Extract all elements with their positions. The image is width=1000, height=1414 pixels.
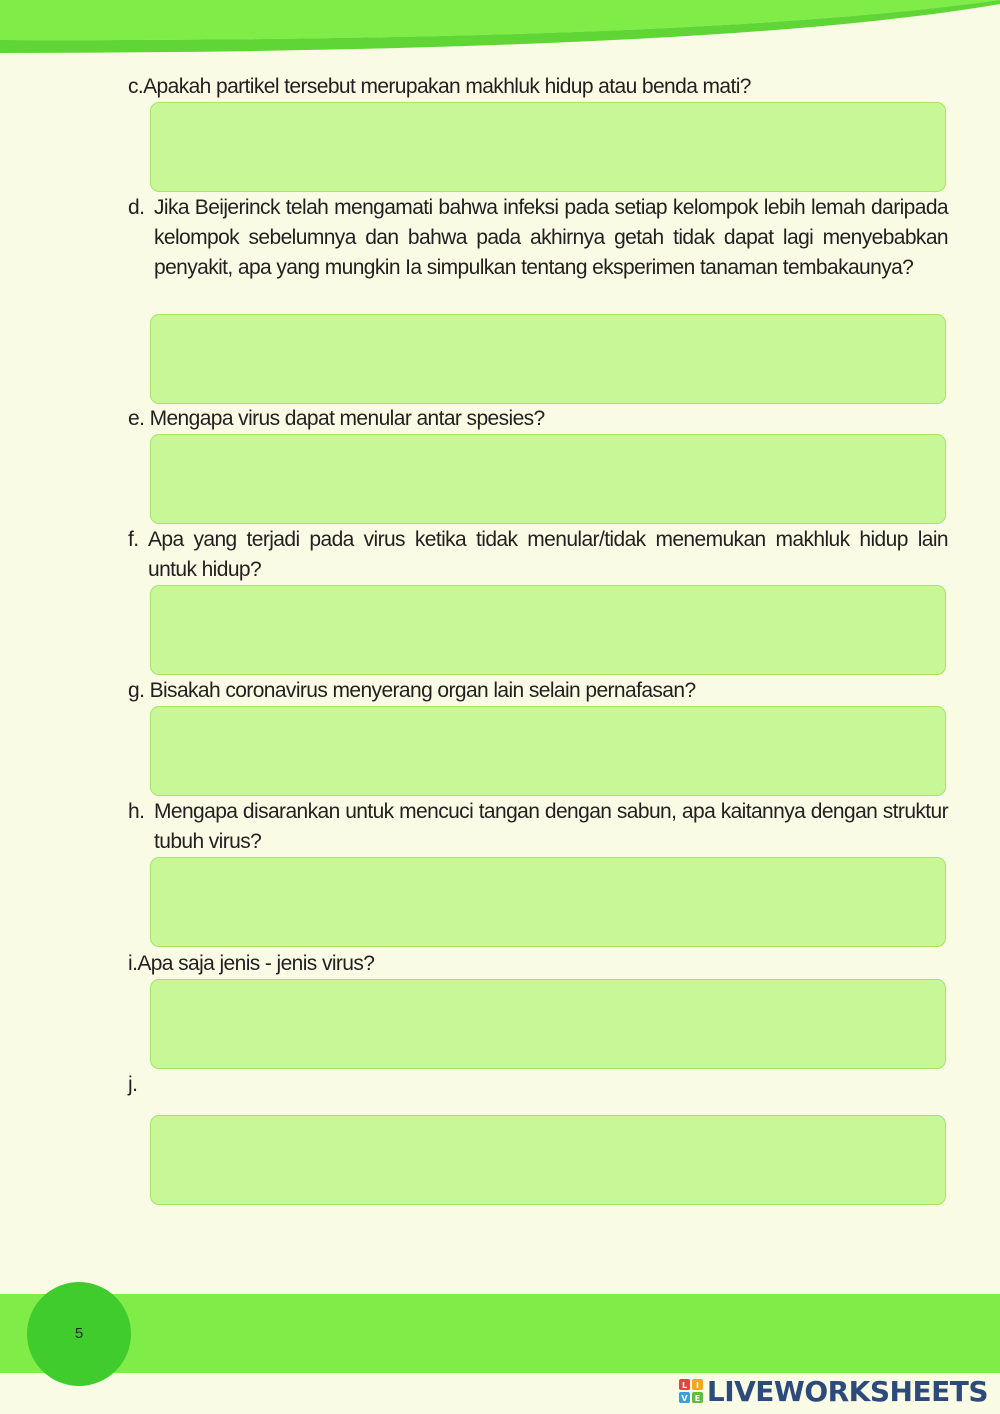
- answer-box-e[interactable]: [150, 434, 946, 524]
- question-d: [128, 193, 948, 283]
- answer-box-g[interactable]: [150, 706, 946, 796]
- brand-name: LIVEWORKSHEETS: [706, 1374, 988, 1408]
- liveworksheets-brand: [679, 1374, 988, 1408]
- question-h: [128, 797, 948, 857]
- question-g: [128, 676, 948, 706]
- question-text: Apa yang terjadi pada virus ketika tidak menular/tidak menemukan makhluk hidup lain untuk hidup?: [148, 528, 948, 581]
- logo-letter: L: [681, 1381, 687, 1390]
- question-marker: j.: [128, 1073, 138, 1096]
- question-i: [128, 949, 948, 979]
- question-j: [128, 1070, 948, 1100]
- answer-box-j[interactable]: [150, 1115, 946, 1205]
- question-marker: f.: [128, 528, 139, 551]
- answer-box-f[interactable]: [150, 585, 946, 675]
- footer-band: [0, 1294, 1000, 1373]
- question-text: Apakah partikel tersebut merupakan makhluk hidup atau benda mati?: [143, 75, 751, 98]
- question-marker: g.: [128, 679, 145, 702]
- question-marker: e.: [128, 407, 145, 430]
- question-text: Jika Beijerinck telah mengamati bahwa infeksi pada setiap kelompok lebih lemah daripada kelompok sebelumnya dan bahwa pada akhirnya getah tidak dapat lagi menyebabkan penyakit, apa yang mungkin Ia simpulkan tentang eksperimen tanaman tembakaunya?: [154, 196, 948, 279]
- question-c: [128, 72, 948, 102]
- header-wave: [0, 0, 1000, 60]
- question-text: Bisakah coronavirus menyerang organ lain selain pernafasan?: [149, 679, 696, 702]
- question-f: [128, 525, 948, 585]
- answer-box-i[interactable]: [150, 979, 946, 1069]
- question-e: [128, 404, 948, 434]
- question-marker: i.: [128, 952, 138, 975]
- page-number: 5: [74, 1325, 84, 1342]
- logo-letter: E: [694, 1394, 701, 1403]
- question-marker: c.: [128, 75, 144, 98]
- question-text: Apa saja jenis - jenis virus?: [137, 952, 375, 975]
- question-text: Mengapa disarankan untuk mencuci tangan dengan sabun, apa kaitannya dengan struktur tubuh virus?: [154, 800, 948, 853]
- question-marker: h.: [128, 800, 145, 823]
- liveworksheets-logo-icon: [679, 1379, 703, 1403]
- logo-letter: V: [681, 1394, 688, 1403]
- answer-box-h[interactable]: [150, 857, 946, 947]
- answer-box-c[interactable]: [150, 102, 946, 192]
- answer-box-d[interactable]: [150, 314, 946, 404]
- question-text: Mengapa virus dapat menular antar spesies?: [149, 407, 545, 430]
- logo-letter: I: [695, 1381, 699, 1390]
- question-marker: d.: [128, 196, 145, 219]
